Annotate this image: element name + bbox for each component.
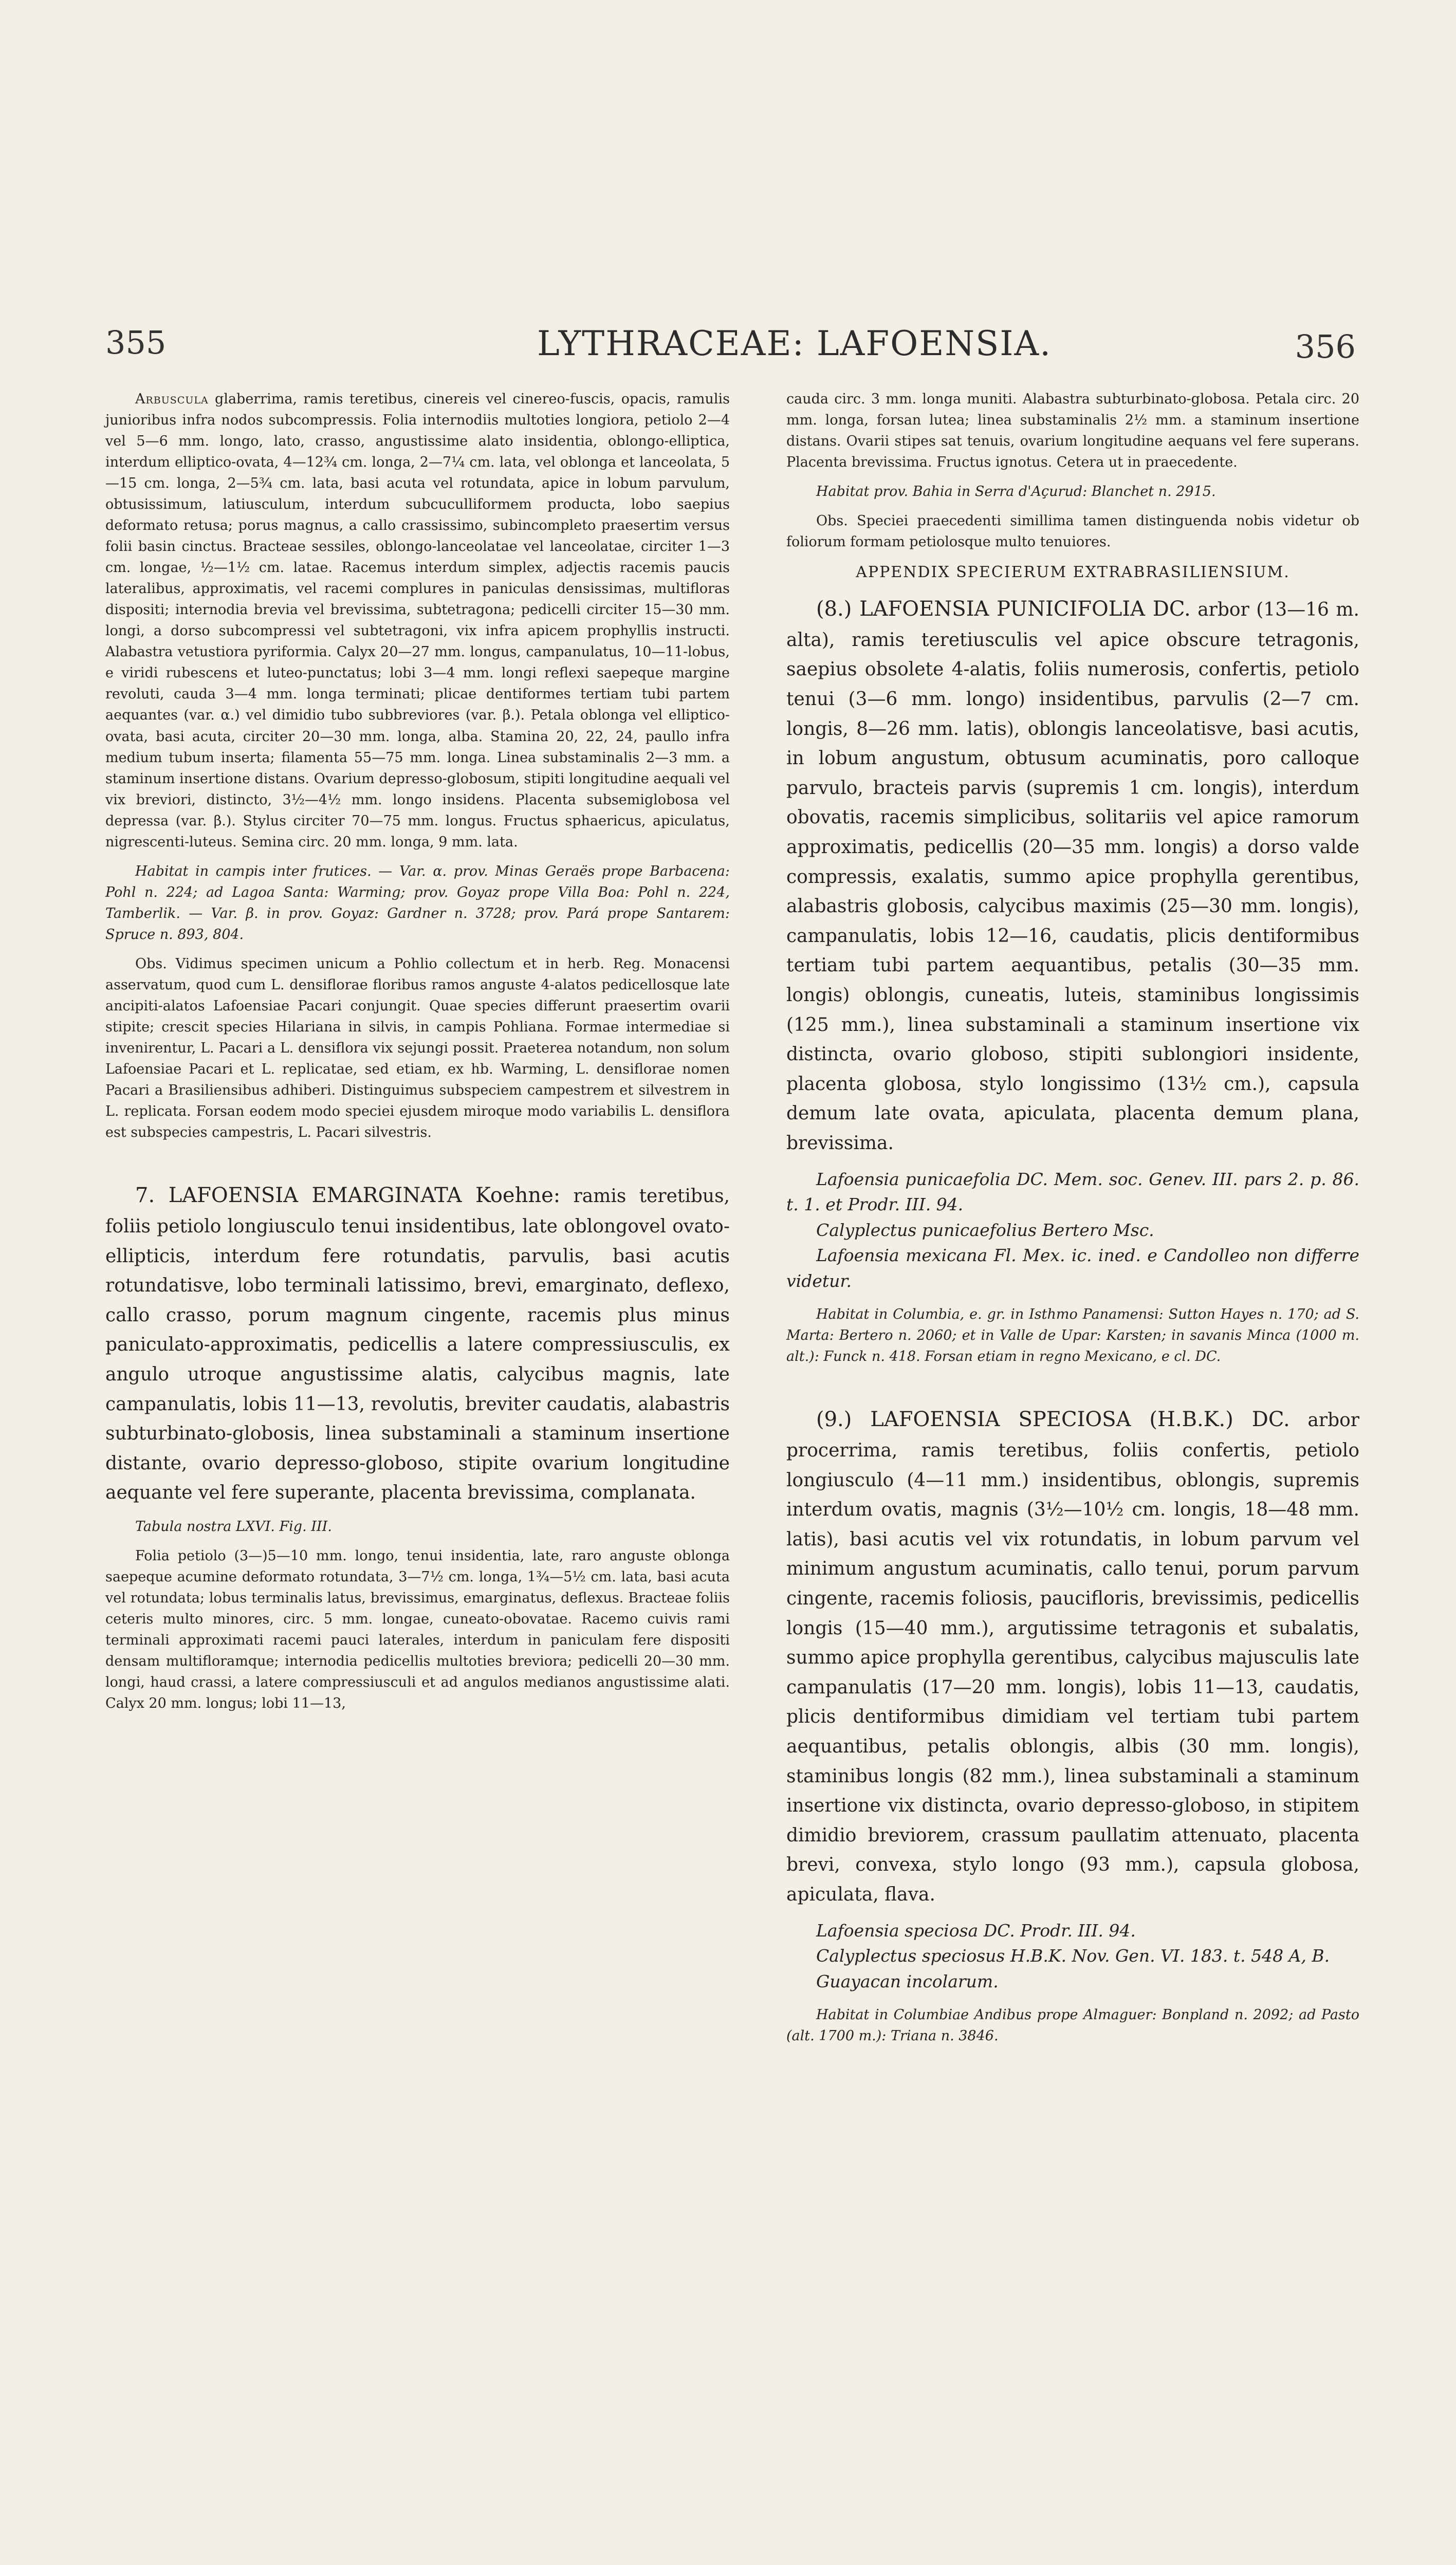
species-7-heading: 7. LAFOENSIA EMARGINATA Koehne: xyxy=(135,1184,561,1208)
page-header xyxy=(0,324,1456,365)
habitat-note-1: Habitat prov. Bahia in Serra d'Açurud: Blanchet n. 2915. xyxy=(816,484,1216,500)
species-9-text: arbor procerrima, ramis teretibus, foliis confertis, petiolo longiusculo (4—11 mm.) insidentibus, oblongis, supremis interdum ovatis, magnis (3½—10½ cm. longis, 18—48 mm. latis), basi acutis vel vix rotundatis, in lobum parvum vel minimum angustum acuminatis, callo tenui, porum parvum cingente, racemis foliosis, paucifloris, brevissimis, pedicellis longis (15—40 mm.), argutissime tetragonis et subalatis, summo apice prophylla gerentibus, calycibus majusculis late campanulatis (17—20 mm. longis), lobis 11—13, caudatis, plicis dentiformibus dimidiam vel tertiam tubi partem aequantibus, petalis oblongis, albis (30 mm. longis), staminibus longis (82 mm.), linea substaminali a staminum insertione vix distincta, ovario depresso-globoso, in stipitem dimidio breviorem, crassum paullatim attenuato, placenta brevi, convexa, stylo longo (93 mm.), capsula globosa, apiculata, flava. xyxy=(786,1410,1359,1905)
species-8-heading: (8.) LAFOENSIA PUNICIFOLIA DC. xyxy=(816,597,1191,621)
species-8-references xyxy=(786,1167,1359,1294)
species-8-text: arbor (13—16 m. alta), ramis teretiusculis vel apice obscure tetragonis, saepius obsolete 4-alatis, foliis numerosis, confertis, petiolo tenui (3—6 mm. longo) insidentibus, parvulis (2—7 cm. longis, 8—26 mm. latis), oblongis lanceolatisve, basi acutis, in lobum angustum, obtusum acuminatis, poro calloque parvulo, bracteis parvis (supremis 1 cm. longis), interdum obovatis, racemis simplicibus, solitariis vel apice ramorum approximatis, pedicellis (20—35 mm. longis) a dorso valde compressis, exalatis, summo apice prophylla gerentibus, alabastris globosis, calycibus maximis (25—30 mm. longis), campanulatis, lobis 12—16, caudatis, plicis dentiformibus tertiam tubi partem aequantibus, petalis (30—35 mm. longis) oblongis, cuneatis, luteis, staminibus longissimis (125 mm.), linea substaminali a staminum insertione vix distincta, ovario globoso, stipiti sublongiori insidente, placenta globosa, stylo longissimo (13½ cm.), capsula demum late ovata, apiculata, placenta demum plana, brevissima. xyxy=(786,599,1359,1154)
species-6-description xyxy=(105,389,730,853)
reference-line: Guayacan incolarum. xyxy=(816,1971,999,1991)
observation-note: Obs. Vidimus specimen unicum a Pohlio collectum et in herb. Reg. Monacensi asservatum, quod cum L. densiflorae floribus ramos anguste 4-alatos pedicellosque late ancipiti-alatos Lafoensiae Pacari conjungit. Quae species differunt praesertim ovarii stipite; crescit species Hilariana in silvis, in campis Pohliana. Formae intermediae si invenirentur, L. Pacari a L. densiflora vix sejungi possit. Praeterea notandum, non solum Lafoensiae Pacari et L. replicatae, sed etiam, ex hb. Warming, L. densiflorae nomen Pacari a Brasiliensibus adhiberi. Distinguimus subspeciem campestrem et silvestrem in L. replicata. Forsan eodem modo speciei ejusdem miroque modo variabilis L. densiflora est subspecies campestris, L. Pacari silvestris. xyxy=(105,955,730,1141)
left-column xyxy=(105,389,730,1722)
habitat-note: Habitat in campis inter frutices. — Var. α. prov. Minas Geraës prope Barbacena: Pohl n. 224; ad Lagoa Santa: Warming; prov. Goyaz prope Villa Boa: Pohl n. 224, Tamberlik. — Var. β. in prov. Goyaz: Gardner n. 3728; prov. Pará prope Santarem: Spruce n. 893, 804. xyxy=(105,863,730,943)
habitat-note-8: Habitat in Columbia, e. gr. in Isthmo Panamensi: Sutton Hayes n. 170; ad S. Marta: Bertero n. 2060; et in Valle de Upar: Karsten; in savanis Minca (1000 m. alt.): Funck n. 418. Forsan etiam in regno Mexicano, e cl. DC. xyxy=(786,1306,1359,1365)
appendix-heading: APPENDIX SPECIERUM EXTRABRASILIENSIUM. xyxy=(856,563,1290,582)
reference-line: Lafoensia speciosa DC. Prodr. III. 94. xyxy=(816,1920,1136,1941)
page-number-left: 355 xyxy=(105,324,167,361)
species-9-references xyxy=(786,1918,1359,1995)
page-number-right: 356 xyxy=(1295,328,1356,365)
species-9-diagnosis xyxy=(786,1403,1359,1910)
species-7-text: ramis teretibus, foliis petiolo longiusculo tenui insidentibus, late oblongovel ovato-ellipticis, interdum fere rotundatis, parvulis, basi acutis rotundatisve, lobo terminali latissimo, brevi, emarginato, deflexo, callo crasso, porum magnum cingente, racemis plus minus paniculato-approximatis, pedicellis a latere compressiusculis, ex angulo utroque angustissime alatis, calycibus magnis, late campanulatis, lobis 11—13, revolutis, breviter caudatis, alabastris subturbinato-globosis, linea substaminali a staminum insertione distante, ovario depresso-globoso, stipite ovarium longitudine aequante vel fere superante, placenta brevissima, complanata. xyxy=(105,1186,730,1504)
reference-line: Calyplectus speciosus H.B.K. Nov. Gen. VI. 183. t. 548 A, B. xyxy=(816,1946,1330,1966)
observation-note-2: Obs. Speciei praecedenti simillima tamen distinguenda nobis videtur ob foliorum formam petiolosque multo tenuiores. xyxy=(786,513,1359,550)
description-text: glaberrima, ramis teretibus, cinereis vel cinereo-fuscis, opacis, ramulis junioribus infra nodos subcompressis. Folia internodiis multoties longiora, petiolo 2—4 vel 5—6 mm. longo, lato, crasso, angustissime alato insidentia, oblongo-elliptica, interdum elliptico-ovata, 4—12¾ cm. longa, 2—7¼ cm. lata, vel oblonga et lanceolata, 5—15 cm. longa, 2—5¾ cm. lata, basi acuta vel rotundata, apice in lobum parvulum, obtusissimum, latiusculum, interdum subcuculliformem producta, lobo saepius deformato retusa; porus magnus, a callo crassissimo, subincompleto praesertim versus folii basin cinctus. Bracteae sessiles, oblongo-lanceolatae vel lanceolatae, circiter 1—3 cm. longae, ½—1½ cm. latae. Racemus interdum simplex, adjectis racemis paucis lateralibus, approximatis, vel racemi complures in paniculas densissimas, multifloras dispositi; internodia brevia vel brevissima, subtetragona; pedicelli circiter 15—30 mm. longi, a dorso subcompressi vel subtetragoni, vix infra apicem prophyllis instructi. Alabastra vetustiora pyriformia. Calyx 20—27 mm. longus, campanulatus, 10—11-lobus, e viridi rubescens et luteo-punctatus; lobi 3—4 mm. longi reflexi saepeque margine revoluti, cauda 3—4 mm. longa terminati; plicae dentiformes tertiam tubi partem aequantes (var. α.) vel dimidio tubo subbreviores (var. β.). Petala oblonga vel elliptico-ovata, basi acuta, circiter 20—30 mm. longa, alba. Stamina 20, 22, 24, paullo infra medium tubum inserta; filamenta 55—75 mm. longa. Linea substaminalis 2—3 mm. a staminum insertione distans. Ovarium depresso-globosum, stipiti longitudine aequali vel vix breviori, distincto, 3½—4½ mm. longo insidens. Placenta subsemiglobosa vel depressa (var. β.). Stylus circiter 70—75 mm. longus. Fructus sphaericus, apiculatus, nigrescenti-luteus. Semina circ. 20 mm. longa, 9 mm. lata. xyxy=(105,391,730,850)
species-7-description: Folia petiolo (3—)5—10 mm. longo, tenui insidentia, late, raro anguste oblonga saepeque acumine deformato rotundata, 3—7½ cm. longa, 1¾—5½ cm. lata, basi acuta vel rotundata; lobus terminalis latus, brevissimus, emarginatus, deflexus. Bracteae foliis ceteris multo minores, circ. 5 mm. longae, cuneato-obovatae. Racemo cuivis rami terminali approximati racemi pauci laterales, interdum in paniculam fere dispositi densam multifloramque; internodia pedicellis multoties breviora; pedicelli 20—30 mm. longi, haud crassi, a latere compressiusculi et ad angulos medianos angustissime alati. Calyx 20 mm. longus; lobi 11—13, xyxy=(105,1548,730,1712)
habitat-note-9: Habitat in Columbiae Andibus prope Almaguer: Bonpland n. 2092; ad Pasto (alt. 1700 m.): Triana n. 3846. xyxy=(786,2007,1359,2044)
continued-description: cauda circ. 3 mm. longa muniti. Alabastra subturbinato-globosa. Petala circ. 20 mm. longa, forsan lutea; linea substaminalis 2½ mm. a staminum insertione distans. Ovarii stipes sat tenuis, ovarium longitudine aequans vel fere superans. Placenta brevissima. Fructus ignotus. Cetera ut in praecedente. xyxy=(786,391,1359,471)
running-title: LYTHRACEAE: LAFOENSIA. xyxy=(537,324,1052,363)
species-8-diagnosis xyxy=(786,593,1359,1158)
plate-reference: Tabula nostra LXVI. Fig. III. xyxy=(135,1519,332,1535)
species-7-diagnosis xyxy=(105,1179,730,1508)
right-column xyxy=(786,389,1359,2055)
lead-word: Arbuscula xyxy=(135,391,209,407)
reference-line: Lafoensia mexicana Fl. Mex. ic. ined. e Candolleo non differre videtur. xyxy=(786,1245,1359,1291)
reference-line: Calyplectus punicaefolius Bertero Msc. xyxy=(816,1220,1154,1240)
reference-line: Lafoensia punicaefolia DC. Mem. soc. Genev. III. pars 2. p. 86. t. 1. et Prodr. III. 94. xyxy=(786,1169,1359,1214)
species-9-heading: (9.) LAFOENSIA SPECIOSA (H.B.K.) DC. xyxy=(816,1408,1290,1432)
